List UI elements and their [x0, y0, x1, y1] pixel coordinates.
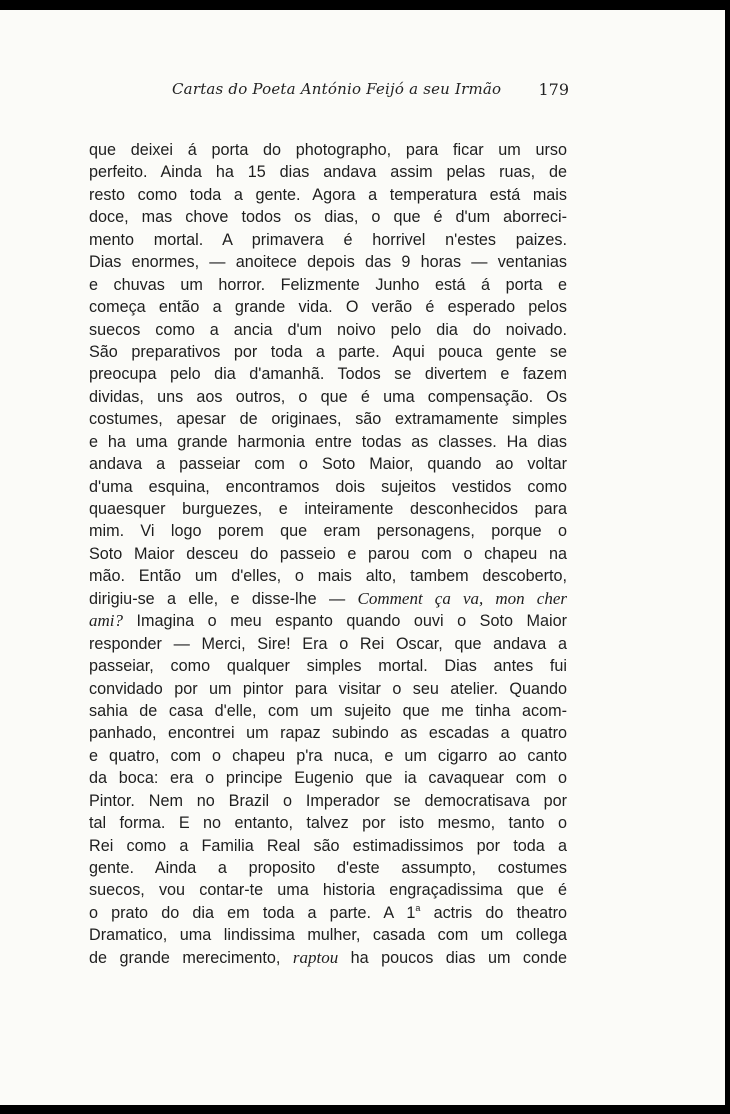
- text-run: actris do theatro: [420, 903, 567, 922]
- text-line: Soto Maior desceu do passeio e parou com o chapeu na: [89, 544, 567, 563]
- ordinal-superscript: a: [415, 902, 421, 913]
- text-line: passeiar, como qualquer simples mortal. Dias antes fui: [89, 657, 567, 676]
- text-line: mão. Então um d'elles, o mais alto, tambem descoberto,: [89, 567, 567, 586]
- text-line: responder — Merci, Sire! Era o Rei Oscar, que andava a: [89, 634, 567, 653]
- text-line: perfeito. Ainda ha 15 dias andava assim pelas ruas, de: [89, 163, 567, 182]
- text-line: Pintor. Nem no Brazil o Imperador se democratisava por: [89, 791, 567, 810]
- text-line-with-italic: [89, 610, 567, 632]
- text-line: costumes, apesar de originaes, são extramamente simples: [89, 410, 567, 429]
- text-line: Dias enormes, — anoitece depois das 9 horas — ventanias: [89, 253, 567, 272]
- text-line: panhado, encontrei um rapaz subindo as escadas a quatro: [89, 724, 567, 743]
- text-line: suecos, vou contar-te uma historia engraçadissima que é: [89, 881, 567, 900]
- text-line: e ha uma grande harmonia entre todas as classes. Ha dias: [89, 432, 567, 451]
- text-line-with-italic: [89, 588, 567, 610]
- text-run: o prato do dia em toda a parte. A 1: [89, 903, 416, 922]
- text-line-with-superscript: [89, 902, 567, 924]
- text-line: sahia de casa d'elle, com um sujeito que me tinha acom-: [89, 701, 567, 720]
- text-run: de grande merecimento,: [89, 948, 293, 967]
- text-line: doce, mas chove todos os dias, o que é d'um aborreci-: [89, 208, 567, 227]
- text-line: e chuvas um horror. Felizmente Junho está á porta e: [89, 275, 567, 294]
- text-line: São preparativos por toda a parte. Aqui pouca gente se: [89, 342, 567, 361]
- text-line: preocupa pelo dia d'amanhã. Todos se divertem e fazem: [89, 365, 567, 384]
- text-line: Rei como a Familia Real são estimadissimos por toda a: [89, 836, 567, 855]
- text-line-with-italic: [89, 947, 567, 969]
- italic-quote: ami?: [89, 611, 123, 631]
- text-line: andava a passeiar com o Soto Maior, quando ao voltar: [89, 455, 567, 474]
- text-line: gente. Ainda a proposito d'este assumpto, costumes: [89, 859, 567, 877]
- text-line: mim. Vi logo porem que eram personagens, porque o: [89, 522, 567, 541]
- text-run: ha poucos dias um conde: [338, 948, 567, 967]
- text-run: Imagina o meu espanto quando ouvi o Soto Maior: [123, 612, 567, 631]
- text-run: dirigiu-se a elle, e disse-lhe —: [89, 589, 358, 608]
- text-line: dividas, uns aos outros, o que é uma compensação. Os: [89, 387, 567, 406]
- text-line: e quatro, com o chapeu p'ra nuca, e um cigarro ao canto: [89, 746, 567, 765]
- text-line: convidado por um pintor para visitar o seu atelier. Quando: [89, 679, 567, 698]
- body-text: [89, 139, 567, 969]
- text-line: tal forma. E no entanto, talvez por isto mesmo, tanto o: [89, 814, 567, 833]
- text-line: que deixei á porta do photographo, para ficar um urso: [89, 141, 567, 159]
- text-line: da boca: era o principe Eugenio que ia cavaquear com o: [89, 769, 567, 788]
- italic-word: raptou: [292, 947, 339, 967]
- running-header: [172, 80, 572, 106]
- text-line: suecos como a ancia d'um noivo pelo dia do noivado.: [89, 320, 567, 339]
- text-line: mento mortal. A primavera é horrivel n'estes paizes.: [89, 230, 567, 249]
- italic-quote: Comment ça va, mon cher: [357, 588, 567, 608]
- text-line: Dramatico, uma lindissima mulher, casada com um collega: [89, 926, 567, 945]
- running-title: Cartas do Poeta António Feijó a seu Irmão: [172, 80, 502, 98]
- text-line: resto como toda a gente. Agora a temperatura está mais: [89, 185, 567, 204]
- page-number: 179: [538, 80, 569, 99]
- text-line: começa então a grande vida. O verão é esperado pelos: [89, 298, 567, 317]
- text-line: d'uma esquina, encontramos dois sujeitos vestidos como: [89, 477, 567, 496]
- text-line: quaesquer burguezes, e inteiramente desconhecidos para: [89, 500, 567, 518]
